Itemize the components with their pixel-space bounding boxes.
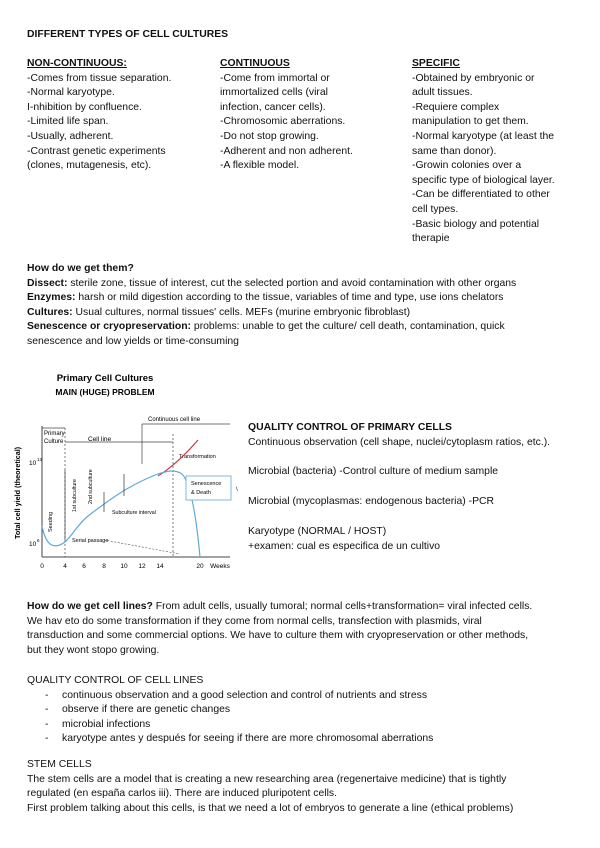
label-seeding: Seeding	[48, 511, 54, 532]
paragraph-line: How do we get cell lines? From adult cells, usually tumoral; normal cells+transformation= viral infected cells.	[27, 601, 533, 612]
label-subculture-2: 2nd subculture	[88, 469, 94, 504]
qc-list	[27, 689, 433, 747]
column-line: I-nhibition by confluence.	[27, 101, 142, 113]
ytick-top: 10	[29, 460, 37, 467]
label-cell-line: Cell line	[88, 436, 112, 443]
column-heading: SPECIFIC	[412, 58, 460, 69]
column-line: -Chromosomic aberrations.	[220, 116, 346, 128]
column-continuous	[220, 57, 353, 174]
x-tick: 14	[156, 563, 164, 570]
stray-mark: \	[236, 487, 238, 493]
cell-lines-section	[27, 600, 532, 658]
paragraph-line: regulated (en españa carlos iii). There are induced pluripotent cells.	[27, 788, 337, 800]
column-line: -Limited life span.	[27, 116, 109, 128]
x-tick: 6	[82, 563, 86, 570]
label-transformation: Transformation	[179, 454, 216, 460]
x-tick: 20	[196, 563, 204, 570]
list-item: - observe if there are genetic changes	[27, 703, 433, 718]
section-heading: QUALITY CONTROL OF PRIMARY CELLS	[248, 422, 452, 433]
label-subculture-1: 1st subculture	[72, 479, 78, 512]
section-heading: How do we get them?	[27, 263, 134, 274]
x-unit-label: Weeks	[210, 563, 230, 570]
ytick-top-exp: 13	[37, 457, 43, 462]
x-tick: 10	[120, 563, 128, 570]
senescence-box	[186, 476, 231, 500]
column-line: (clones, mutagenesis, etc).	[27, 160, 152, 172]
column-heading: NON-CONTINUOUS:	[27, 58, 127, 69]
column-line: -Requiere complex	[412, 101, 500, 113]
column-line: -Contrast genetic experiments	[27, 145, 166, 157]
column-line: -Obtained by embryonic or	[412, 72, 535, 84]
column-line: -Can be differentiated to other	[412, 189, 550, 201]
paragraph-line: transduction and some commercial options. We have to culture them with cryopreservation or other methods,	[27, 630, 529, 642]
column-line: -Usually, adherent.	[27, 130, 114, 142]
paragraph-line: Karyotype (NORMAL / HOST)	[248, 526, 387, 537]
y-axis-label: Total cell yield (theoretical)	[13, 446, 22, 539]
paragraph-line: senescence and low yields or time-consuming	[27, 335, 239, 347]
primary-cell-cultures-figure	[8, 364, 240, 574]
label-subculture-interval: Subculture interval	[112, 510, 156, 516]
column-line: adult tissues.	[412, 87, 473, 99]
list-item: - continuous observation and a good selection and control of nutrients and stress	[27, 689, 433, 704]
list-item: - karyotype antes y después for seeing if there are more chromosomal aberrations	[27, 732, 433, 747]
serial-passage-line	[104, 540, 180, 554]
paragraph-line: Microbial (bacteria) -Control culture of medium sample	[248, 466, 499, 477]
column-line: -Come from immortal or	[220, 72, 330, 84]
figure-title: Primary Cell Cultures	[56, 373, 154, 384]
column-line: infection, cancer cells).	[220, 101, 326, 113]
x-tick: 8	[102, 563, 106, 570]
column-line: -Growin colonies over a	[412, 160, 522, 172]
column-line: therapie	[412, 233, 450, 245]
label-serial-passage: Serial passage	[72, 538, 109, 544]
document-title: DIFFERENT TYPES OF CELL CULTURES	[27, 29, 229, 40]
stem-cells-section	[27, 758, 513, 816]
ytick-bottom: 10	[29, 541, 37, 548]
qc-cell-lines-section	[27, 674, 433, 747]
paragraph-line: but they wont stopo growing.	[27, 644, 160, 656]
column-line: immortalized cells (viral	[220, 87, 328, 99]
column-specific	[412, 57, 555, 247]
x-tick: 12	[138, 563, 146, 570]
figure-subtitle: MAIN (HUGE) PROBLEM	[55, 387, 155, 397]
paragraph-line: The stem cells are a model that is creating a new researching area (regenertaive medicine) that is tightly	[27, 773, 507, 785]
list-item: - microbial infections	[27, 718, 433, 733]
column-line: same than donor).	[412, 145, 497, 157]
paragraph-line: First problem talking about this cells, is that we need a lot of embryos to generate a line (ethical problems)	[27, 802, 514, 814]
column-line: specific type of biological layer.	[412, 174, 555, 186]
column-line: -Basic biology and potential	[412, 218, 540, 230]
column-line: -Do not stop growing.	[220, 130, 319, 142]
label-death: & Death	[191, 490, 211, 496]
column-heading: CONTINUOUS	[220, 58, 290, 69]
ytick-bottom-exp: 6	[37, 538, 40, 543]
label-continuous-cell-line: Continuous cell line	[148, 417, 201, 423]
paragraph-line: Cultures: Usual cultures, normal tissues' cells. MEFs (murine embryonic fibroblast)	[27, 306, 411, 318]
paragraph-line: Microbial (mycoplasmas: endogenous bacteria) -PCR	[248, 496, 495, 507]
column-line: -A flexible model.	[220, 160, 300, 172]
column-line: -Normal karyotype.	[27, 87, 115, 99]
paragraph-line: We hav eto do some transformation if they come from normal cells, transfection with plasmids, viral	[27, 615, 482, 627]
paragraph-line: Enzymes: harsh or mild digestion according to the tissue, variables of time and type, use ions chelators	[27, 292, 504, 304]
paragraph-line: Continuous observation (cell shape, nuclei/cytoplasm ratios, etc.).	[248, 437, 551, 448]
paragraph-line: Senescence or cryopreservation: problems: unable to get the culture/ cell death, contamination, quick	[27, 321, 505, 333]
x-tick: 4	[63, 563, 67, 570]
paragraph-line: Dissect: sterile zone, tissue of interest, cut the selected portion and avoid contamination with other organs	[27, 277, 517, 289]
section-heading: STEM CELLS	[27, 759, 92, 770]
section-heading: QUALITY CONTROL OF CELL LINES	[27, 675, 204, 686]
how-get-them-section	[27, 262, 516, 350]
column-line: -Comes from tissue separation.	[27, 72, 172, 84]
x-tick: 0	[40, 563, 44, 570]
column-line: -Normal karyotype (at least the	[412, 130, 555, 142]
label-senescence: Senescence	[191, 481, 222, 487]
column-line: cell types.	[412, 203, 459, 215]
label-primary: Primary	[44, 431, 65, 437]
column-line: -Adherent and non adherent.	[220, 145, 353, 157]
label-culture: Culture	[44, 439, 64, 445]
column-line: manipulation to get them.	[412, 116, 529, 128]
paragraph-line: +examen: cual es especifica de un cultivo	[248, 541, 441, 552]
column-non-continuous	[27, 57, 171, 174]
